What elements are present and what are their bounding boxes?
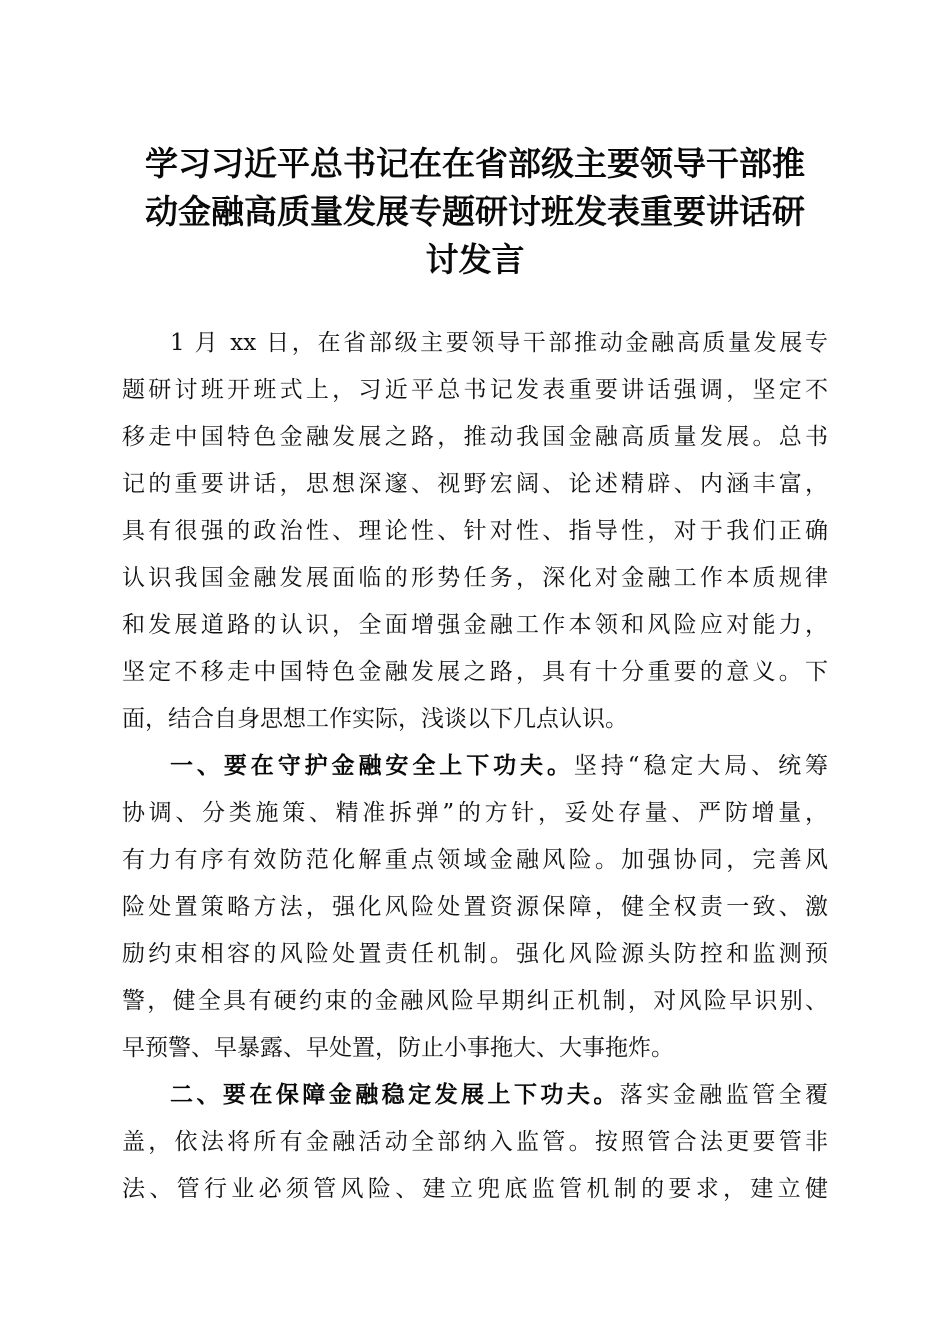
section-2-first-line-text: 落实金融监管全覆 [619, 1082, 829, 1108]
paragraph-1-line: 坚定不移走中国特色金融发展之路，具有十分重要的意义。下 [122, 659, 828, 685]
paragraph-1-line: 和发展道路的认识，全面增强金融工作本领和风险应对能力， [122, 612, 828, 638]
section-1-first-line-text: 坚持“稳定大局、统筹 [573, 753, 829, 779]
section-1-line: 有力有序有效防范化解重点领域金融风险。加强协同，完善风 [122, 847, 828, 873]
paragraph-1-line: 面，结合自身思想工作实际，浅谈以下几点认识。 [122, 706, 628, 732]
paragraph-1-line: 记的重要讲话，思想深邃、视野宏阔、论述精辟、内涵丰富， [122, 471, 828, 497]
section-1-heading: 一、要在守护金融安全上下功夫。 [170, 753, 574, 779]
section-1-line: 警，健全具有硬约束的金融风险早期纠正机制，对风险早识别、 [122, 988, 828, 1014]
paragraph-1-line: 题研讨班开班式上，习近平总书记发表重要讲话强调，坚定不 [122, 377, 828, 403]
paragraph-1-line: 1 月 xx 日，在省部级主要领导干部推动金融高质量发展专 [170, 330, 828, 356]
paragraph-1-line: 具有很强的政治性、理论性、针对性、指导性，对于我们正确 [122, 518, 828, 544]
section-1-line: 险处置策略方法，强化风险处置资源保障，健全权责一致、激 [122, 894, 828, 920]
paragraph-1-line: 移走中国特色金融发展之路，推动我国金融高质量发展。总书 [122, 424, 828, 450]
section-2-line: 盖，依法将所有金融活动全部纳入监管。按照管合法更要管非 [122, 1129, 828, 1155]
title-line-2: 动金融高质量发展专题研讨班发表重要讲话研 [145, 192, 805, 231]
section-2-line: 法、管行业必须管风险、建立兜底监管机制的要求，建立健 [122, 1176, 828, 1202]
section-1-first-line [170, 750, 828, 782]
title-line-1: 学习习近平总书记在在省部级主要领导干部推 [145, 144, 805, 183]
title-line-3: 讨发言 [425, 240, 525, 279]
section-1-line: 早预警、早暴露、早处置，防止小事拖大、大事拖炸。 [122, 1035, 674, 1061]
section-2-heading: 二、要在保障金融稳定发展上下功夫。 [170, 1082, 620, 1108]
section-1-line: 励约束相容的风险处置责任机制。强化风险源头防控和监测预 [122, 941, 828, 967]
section-2-first-line [170, 1079, 828, 1111]
paragraph-1-line: 认识我国金融发展面临的形势任务，深化对金融工作本质规律 [122, 565, 828, 591]
section-1-line: 协调、分类施策、精准拆弹”的方针，妥处存量、严防增量， [122, 800, 828, 826]
